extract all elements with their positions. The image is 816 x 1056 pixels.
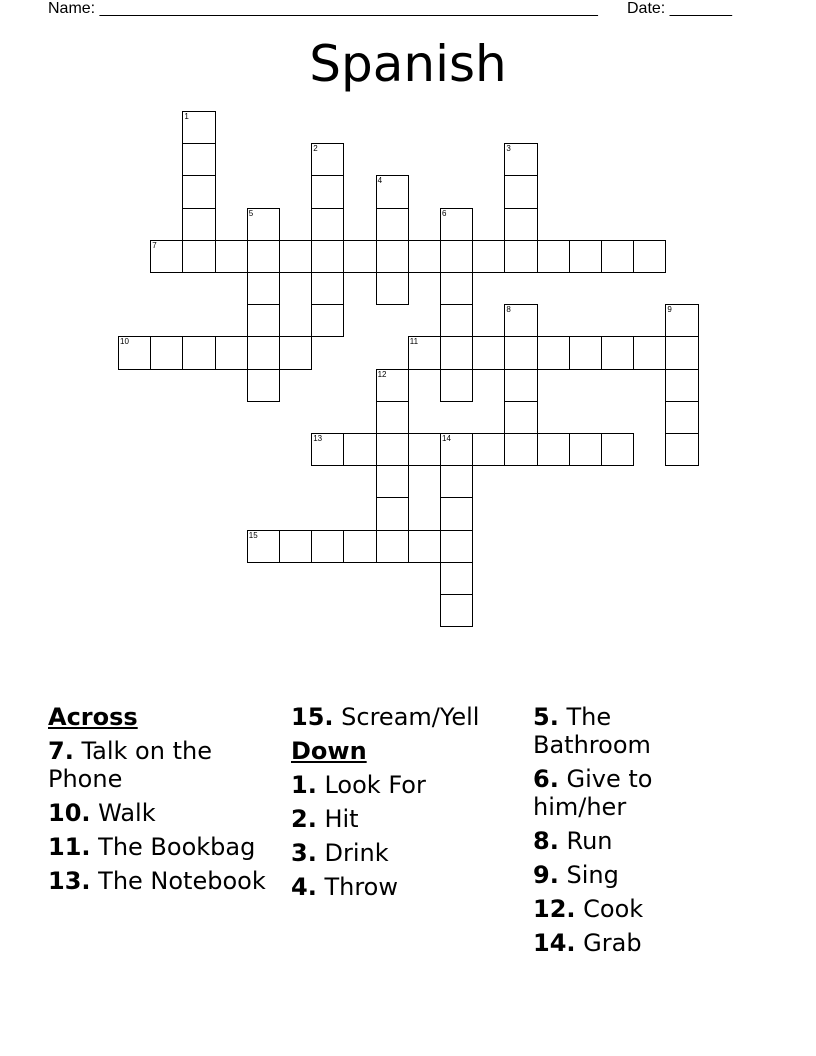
clue-item	[48, 799, 278, 827]
crossword-cell[interactable]	[537, 433, 570, 466]
clue-number: 9.	[533, 861, 559, 889]
crossword-cell[interactable]	[440, 562, 473, 595]
crossword-cell[interactable]	[182, 336, 215, 369]
crossword-cell[interactable]	[633, 336, 666, 369]
crossword-cell[interactable]	[601, 240, 634, 273]
clue-item	[533, 895, 733, 923]
cell-number: 8	[506, 305, 511, 315]
crossword-cell[interactable]	[279, 240, 312, 273]
crossword-cell[interactable]	[504, 304, 537, 337]
cell-number: 4	[377, 176, 383, 186]
crossword-cell[interactable]	[247, 369, 280, 402]
clue-item	[291, 873, 521, 901]
clue-number: 12.	[533, 895, 576, 923]
cell-number: 14	[442, 434, 451, 443]
crossword-cell[interactable]	[311, 433, 344, 466]
crossword-cell[interactable]	[665, 336, 698, 369]
crossword-cell[interactable]	[247, 240, 280, 273]
clue-item	[533, 861, 733, 889]
clue-number: 15.	[291, 703, 334, 731]
crossword-cell[interactable]	[569, 433, 602, 466]
clue-text: Talk on the Phone	[48, 737, 212, 793]
crossword-cell[interactable]	[440, 465, 473, 498]
clue-item	[291, 703, 521, 731]
crossword-cell[interactable]	[440, 369, 473, 402]
clue-column-3	[533, 703, 733, 963]
clue-number: 2.	[291, 805, 317, 833]
clue-text: Hit	[324, 805, 359, 833]
crossword-cell[interactable]	[376, 272, 409, 305]
crossword-cell[interactable]	[311, 530, 344, 563]
clue-number: 7.	[48, 737, 74, 765]
crossword-cell[interactable]	[279, 530, 312, 563]
crossword-cell[interactable]	[440, 336, 473, 369]
crossword-cell[interactable]	[118, 336, 151, 369]
cell-number: 10	[120, 337, 129, 347]
clue-number: 11.	[48, 833, 91, 861]
clue-text: The Notebook	[98, 867, 266, 895]
clue-column-2	[291, 703, 521, 907]
crossword-cell[interactable]	[440, 240, 473, 273]
cell-number: 3	[506, 144, 511, 154]
clue-number: 3.	[291, 839, 317, 867]
crossword-cell[interactable]	[601, 336, 634, 369]
crossword-cell[interactable]	[408, 530, 441, 563]
clue-text: The Bathroom	[533, 703, 651, 759]
crossword-cell[interactable]	[343, 240, 376, 273]
clue-number: 6.	[533, 765, 559, 793]
crossword-cell[interactable]	[504, 401, 537, 434]
crossword-cell[interactable]	[376, 369, 409, 402]
crossword-cell[interactable]	[376, 401, 409, 434]
clue-item	[291, 771, 521, 799]
clue-number: 14.	[533, 929, 576, 957]
crossword-cell[interactable]	[472, 433, 505, 466]
cell-number: 15	[248, 530, 258, 540]
cell-number: 12	[377, 369, 387, 379]
crossword-cell[interactable]	[247, 530, 280, 563]
crossword-cell[interactable]	[472, 336, 505, 369]
crossword-cell[interactable]	[665, 369, 698, 402]
clue-number: 1.	[291, 771, 317, 799]
clue-text: Grab	[583, 929, 642, 957]
crossword-cell[interactable]	[247, 336, 280, 369]
name-line: Name: ________________________________________________________	[48, 0, 598, 17]
clue-text: Give to him/her	[533, 765, 653, 821]
crossword-cell[interactable]	[150, 336, 183, 369]
crossword-cell[interactable]	[472, 240, 505, 273]
crossword-cell[interactable]	[182, 208, 215, 241]
clue-column-1	[48, 703, 278, 901]
crossword-cell[interactable]	[440, 433, 473, 466]
crossword-cell[interactable]	[311, 272, 344, 305]
cell-number: 7	[152, 240, 157, 250]
clue-number: 10.	[48, 799, 91, 827]
cell-number: 2	[313, 144, 318, 154]
crossword-cell[interactable]	[247, 208, 280, 241]
clue-item	[48, 737, 278, 793]
clue-item	[48, 867, 278, 895]
crossword-cell[interactable]	[311, 175, 344, 208]
clue-text: The Bookbag	[98, 833, 256, 861]
crossword-cell[interactable]	[182, 143, 215, 176]
crossword-cell[interactable]	[247, 304, 280, 337]
crossword-cell[interactable]	[376, 433, 409, 466]
crossword-cell[interactable]	[150, 240, 183, 273]
clue-text: Run	[566, 827, 613, 855]
crossword-cell[interactable]	[440, 594, 473, 627]
crossword-cell[interactable]	[376, 175, 409, 208]
clue-number: 8.	[533, 827, 559, 855]
crossword-cell[interactable]	[504, 175, 537, 208]
section-heading: Down	[291, 737, 367, 765]
crossword-cell[interactable]	[247, 272, 280, 305]
crossword-cell[interactable]	[182, 111, 215, 144]
crossword-cell[interactable]	[376, 240, 409, 273]
section-heading: Across	[48, 703, 138, 731]
crossword-cell[interactable]	[504, 208, 537, 241]
crossword-cell[interactable]	[408, 240, 441, 273]
clue-number: 4.	[291, 873, 317, 901]
crossword-cell[interactable]	[440, 304, 473, 337]
crossword-cell[interactable]	[311, 304, 344, 337]
crossword-cell[interactable]	[182, 175, 215, 208]
clue-item	[533, 929, 733, 957]
crossword-cell[interactable]	[279, 336, 312, 369]
clue-number: 13.	[48, 867, 91, 895]
crossword-cell[interactable]	[665, 304, 698, 337]
crossword-cell[interactable]	[537, 240, 570, 273]
crossword-cell[interactable]	[376, 497, 409, 530]
crossword-cell[interactable]	[408, 336, 441, 369]
crossword-cell[interactable]	[504, 336, 537, 369]
crossword-cell[interactable]	[440, 497, 473, 530]
crossword-cell[interactable]	[182, 240, 215, 273]
crossword-cell[interactable]	[569, 240, 602, 273]
clue-item	[48, 833, 278, 861]
crossword-cell[interactable]	[311, 143, 344, 176]
clue-number: 5.	[533, 703, 559, 731]
crossword-cell[interactable]	[601, 433, 634, 466]
crossword-cell[interactable]	[343, 530, 376, 563]
cell-number: 6	[442, 208, 447, 218]
cell-number: 1	[184, 112, 189, 121]
cell-number: 5	[248, 208, 254, 218]
crossword-cell[interactable]	[376, 465, 409, 498]
crossword-cell[interactable]	[215, 240, 248, 273]
crossword-cell[interactable]	[215, 336, 248, 369]
cell-number: 9	[667, 305, 672, 315]
clue-text: Cook	[583, 895, 644, 923]
clue-text: Scream/Yell	[341, 703, 480, 731]
clue-item	[291, 805, 521, 833]
clue-item	[533, 827, 733, 855]
crossword-cell[interactable]	[665, 401, 698, 434]
crossword-cell[interactable]	[408, 433, 441, 466]
crossword-cell[interactable]	[537, 336, 570, 369]
crossword-cell[interactable]	[633, 240, 666, 273]
crossword-cell[interactable]	[665, 433, 698, 466]
clue-item	[533, 765, 733, 821]
clue-item	[291, 839, 521, 867]
crossword-cell[interactable]	[311, 208, 344, 241]
clue-text: Sing	[566, 861, 619, 889]
crossword-cell[interactable]	[504, 240, 537, 273]
date-line: Date: _______	[627, 0, 732, 17]
page-title: Spanish	[309, 35, 507, 93]
clue-text: Look For	[324, 771, 426, 799]
crossword-cell[interactable]	[376, 530, 409, 563]
crossword-cell[interactable]	[440, 530, 473, 563]
clue-item	[533, 703, 733, 759]
crossword-cell[interactable]	[569, 336, 602, 369]
cell-number: 11	[409, 337, 419, 347]
cell-number: 13	[313, 434, 323, 443]
crossword-cell[interactable]	[343, 433, 376, 466]
crossword-cell[interactable]	[504, 369, 537, 402]
crossword-cell[interactable]	[504, 433, 537, 466]
crossword-cell[interactable]	[440, 208, 473, 241]
crossword-cell[interactable]	[440, 272, 473, 305]
clue-text: Throw	[324, 873, 398, 901]
crossword-cell[interactable]	[311, 240, 344, 273]
clue-text: Drink	[324, 839, 389, 867]
crossword-cell[interactable]	[376, 208, 409, 241]
crossword-cell[interactable]	[504, 143, 537, 176]
clue-text: Walk	[98, 799, 156, 827]
